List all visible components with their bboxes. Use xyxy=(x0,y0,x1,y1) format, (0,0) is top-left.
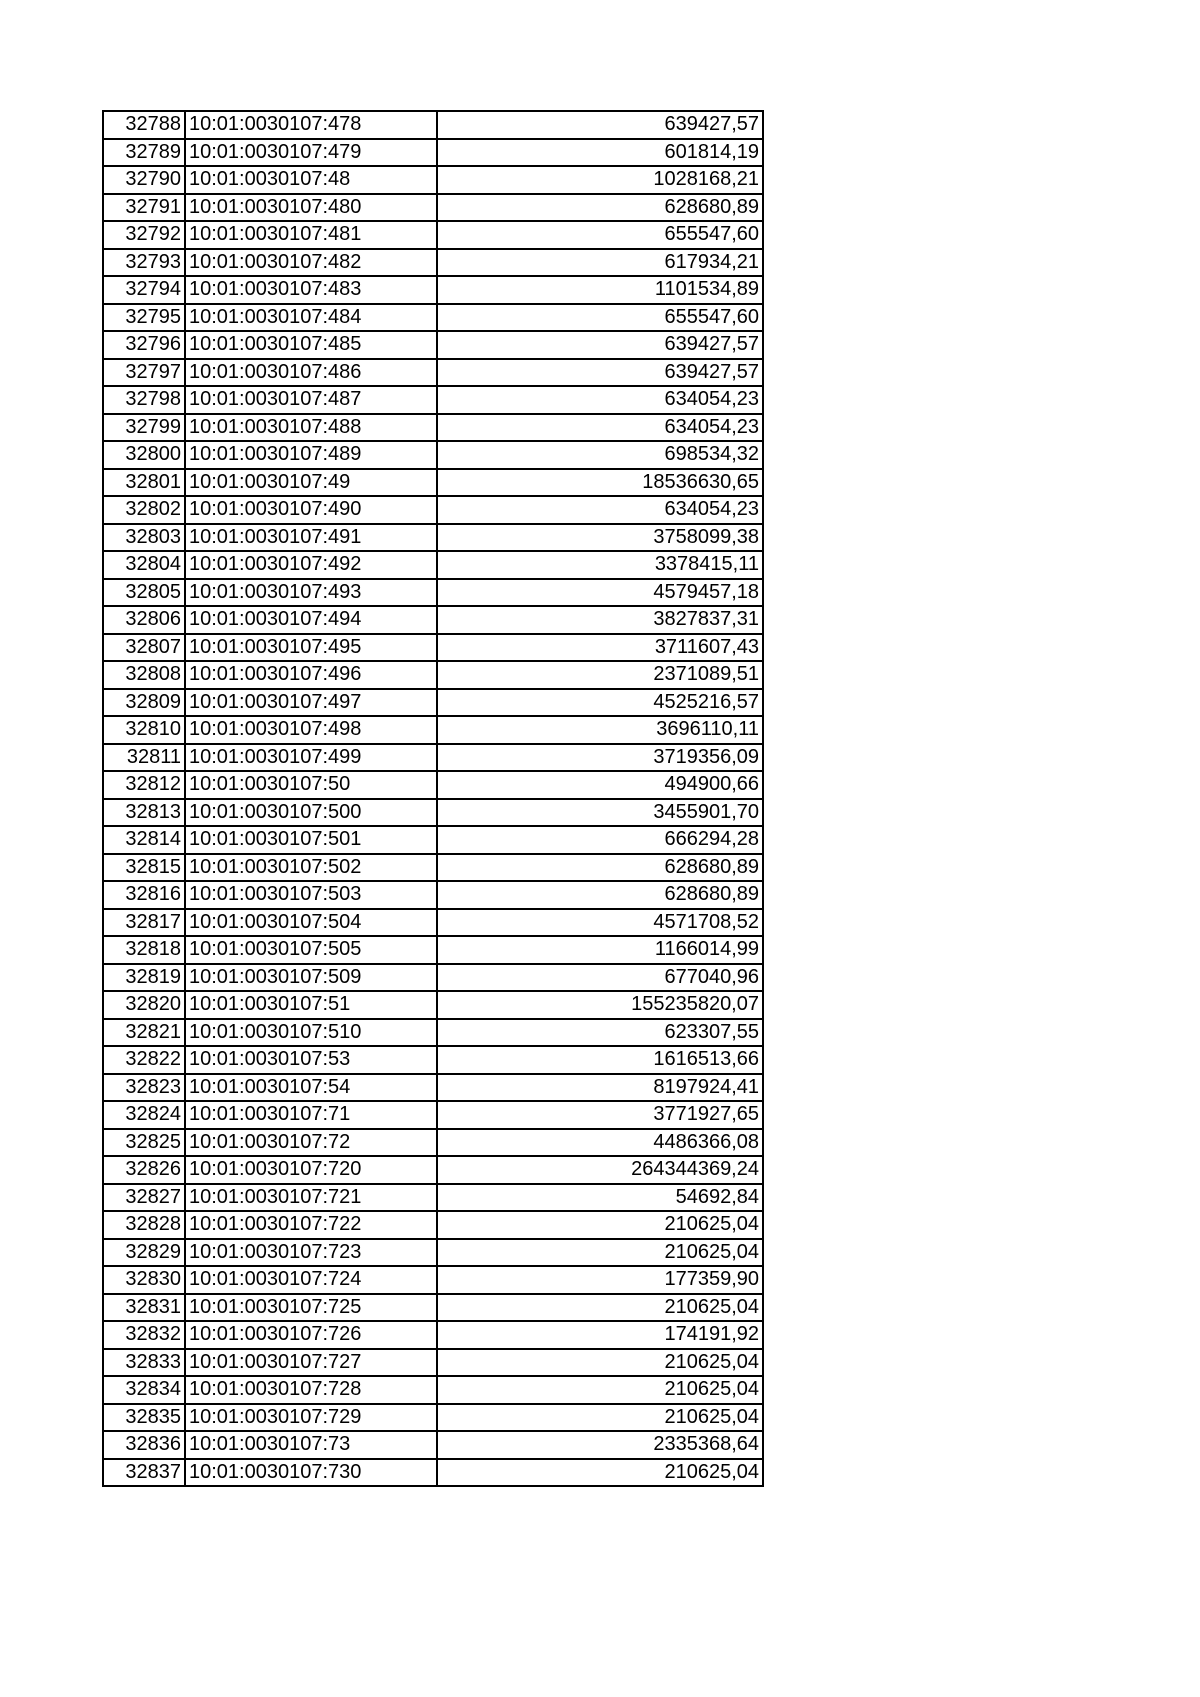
row-number-cell: 32809 xyxy=(103,689,185,717)
table-row xyxy=(103,1129,763,1157)
value-cell: 666294,28 xyxy=(437,826,763,854)
row-number-cell: 32825 xyxy=(103,1129,185,1157)
table-row xyxy=(103,331,763,359)
value-cell: 617934,21 xyxy=(437,249,763,277)
cadastral-number-cell: 10:01:0030107:728 xyxy=(185,1376,437,1404)
row-number-cell: 32801 xyxy=(103,469,185,497)
cadastral-number-cell: 10:01:0030107:482 xyxy=(185,249,437,277)
cadastral-number-cell: 10:01:0030107:729 xyxy=(185,1404,437,1432)
value-cell: 4571708,52 xyxy=(437,909,763,937)
table-row xyxy=(103,1046,763,1074)
table-row xyxy=(103,799,763,827)
row-number-cell: 32820 xyxy=(103,991,185,1019)
value-cell: 210625,04 xyxy=(437,1239,763,1267)
table-row xyxy=(103,1239,763,1267)
cadastral-number-cell: 10:01:0030107:483 xyxy=(185,276,437,304)
value-cell: 18536630,65 xyxy=(437,469,763,497)
value-cell: 623307,55 xyxy=(437,1019,763,1047)
cadastral-number-cell: 10:01:0030107:499 xyxy=(185,744,437,772)
table-row xyxy=(103,524,763,552)
cadastral-number-cell: 10:01:0030107:492 xyxy=(185,551,437,579)
value-cell: 639427,57 xyxy=(437,359,763,387)
row-number-cell: 32832 xyxy=(103,1321,185,1349)
row-number-cell: 32808 xyxy=(103,661,185,689)
cadastral-number-cell: 10:01:0030107:504 xyxy=(185,909,437,937)
value-cell: 3455901,70 xyxy=(437,799,763,827)
table-row xyxy=(103,744,763,772)
row-number-cell: 32813 xyxy=(103,799,185,827)
cadastral-number-cell: 10:01:0030107:722 xyxy=(185,1211,437,1239)
cadastral-number-cell: 10:01:0030107:727 xyxy=(185,1349,437,1377)
table-row xyxy=(103,1101,763,1129)
table-row xyxy=(103,469,763,497)
value-cell: 1101534,89 xyxy=(437,276,763,304)
value-cell: 677040,96 xyxy=(437,964,763,992)
row-number-cell: 32791 xyxy=(103,194,185,222)
cadastral-number-cell: 10:01:0030107:484 xyxy=(185,304,437,332)
cadastral-number-cell: 10:01:0030107:491 xyxy=(185,524,437,552)
cadastral-number-cell: 10:01:0030107:487 xyxy=(185,386,437,414)
value-cell: 2335368,64 xyxy=(437,1431,763,1459)
row-number-cell: 32816 xyxy=(103,881,185,909)
table-row xyxy=(103,1156,763,1184)
table-row xyxy=(103,276,763,304)
row-number-cell: 32796 xyxy=(103,331,185,359)
table-row xyxy=(103,1211,763,1239)
cadastral-number-cell: 10:01:0030107:51 xyxy=(185,991,437,1019)
cadastral-number-cell: 10:01:0030107:725 xyxy=(185,1294,437,1322)
cadastral-number-cell: 10:01:0030107:498 xyxy=(185,716,437,744)
table-row xyxy=(103,1459,763,1487)
cadastral-number-cell: 10:01:0030107:481 xyxy=(185,221,437,249)
value-cell: 655547,60 xyxy=(437,221,763,249)
table-row xyxy=(103,936,763,964)
row-number-cell: 32789 xyxy=(103,139,185,167)
table-row xyxy=(103,304,763,332)
table-body xyxy=(103,111,763,1486)
value-cell: 210625,04 xyxy=(437,1349,763,1377)
row-number-cell: 32797 xyxy=(103,359,185,387)
cadastral-number-cell: 10:01:0030107:496 xyxy=(185,661,437,689)
row-number-cell: 32821 xyxy=(103,1019,185,1047)
cadastral-number-cell: 10:01:0030107:72 xyxy=(185,1129,437,1157)
cadastral-number-cell: 10:01:0030107:721 xyxy=(185,1184,437,1212)
value-cell: 210625,04 xyxy=(437,1459,763,1487)
row-number-cell: 32817 xyxy=(103,909,185,937)
table-row xyxy=(103,1019,763,1047)
row-number-cell: 32802 xyxy=(103,496,185,524)
row-number-cell: 32788 xyxy=(103,111,185,139)
row-number-cell: 32793 xyxy=(103,249,185,277)
cadastral-number-cell: 10:01:0030107:490 xyxy=(185,496,437,524)
table-row xyxy=(103,551,763,579)
cadastral-number-cell: 10:01:0030107:726 xyxy=(185,1321,437,1349)
cadastral-number-cell: 10:01:0030107:495 xyxy=(185,634,437,662)
value-cell: 2371089,51 xyxy=(437,661,763,689)
table-row xyxy=(103,991,763,1019)
table-row xyxy=(103,1074,763,1102)
table-row xyxy=(103,221,763,249)
table-row xyxy=(103,1184,763,1212)
value-cell: 3711607,43 xyxy=(437,634,763,662)
row-number-cell: 32819 xyxy=(103,964,185,992)
value-cell: 210625,04 xyxy=(437,1376,763,1404)
cadastral-number-cell: 10:01:0030107:486 xyxy=(185,359,437,387)
value-cell: 174191,92 xyxy=(437,1321,763,1349)
row-number-cell: 32834 xyxy=(103,1376,185,1404)
row-number-cell: 32835 xyxy=(103,1404,185,1432)
cadastral-number-cell: 10:01:0030107:478 xyxy=(185,111,437,139)
cadastral-number-cell: 10:01:0030107:479 xyxy=(185,139,437,167)
cadastral-number-cell: 10:01:0030107:510 xyxy=(185,1019,437,1047)
value-cell: 639427,57 xyxy=(437,331,763,359)
row-number-cell: 32800 xyxy=(103,441,185,469)
value-cell: 4525216,57 xyxy=(437,689,763,717)
table-row xyxy=(103,386,763,414)
row-number-cell: 32824 xyxy=(103,1101,185,1129)
row-number-cell: 32810 xyxy=(103,716,185,744)
value-cell: 210625,04 xyxy=(437,1294,763,1322)
table-row xyxy=(103,964,763,992)
cadastral-number-cell: 10:01:0030107:501 xyxy=(185,826,437,854)
row-number-cell: 32818 xyxy=(103,936,185,964)
cadastral-number-cell: 10:01:0030107:505 xyxy=(185,936,437,964)
value-cell: 8197924,41 xyxy=(437,1074,763,1102)
value-cell: 698534,32 xyxy=(437,441,763,469)
value-cell: 3771927,65 xyxy=(437,1101,763,1129)
table-row xyxy=(103,854,763,882)
cadastral-number-cell: 10:01:0030107:502 xyxy=(185,854,437,882)
table-row xyxy=(103,909,763,937)
cadastral-number-cell: 10:01:0030107:485 xyxy=(185,331,437,359)
table-row xyxy=(103,606,763,634)
table-row xyxy=(103,1266,763,1294)
table-row xyxy=(103,716,763,744)
row-number-cell: 32828 xyxy=(103,1211,185,1239)
value-cell: 155235820,07 xyxy=(437,991,763,1019)
cadastral-number-cell: 10:01:0030107:73 xyxy=(185,1431,437,1459)
cadastral-number-cell: 10:01:0030107:500 xyxy=(185,799,437,827)
row-number-cell: 32814 xyxy=(103,826,185,854)
cadastral-number-cell: 10:01:0030107:489 xyxy=(185,441,437,469)
value-cell: 4486366,08 xyxy=(437,1129,763,1157)
value-cell: 3827837,31 xyxy=(437,606,763,634)
row-number-cell: 32807 xyxy=(103,634,185,662)
cadastral-number-cell: 10:01:0030107:723 xyxy=(185,1239,437,1267)
row-number-cell: 32826 xyxy=(103,1156,185,1184)
row-number-cell: 32836 xyxy=(103,1431,185,1459)
value-cell: 1166014,99 xyxy=(437,936,763,964)
row-number-cell: 32811 xyxy=(103,744,185,772)
data-table xyxy=(102,110,764,1487)
row-number-cell: 32812 xyxy=(103,771,185,799)
value-cell: 54692,84 xyxy=(437,1184,763,1212)
value-cell: 628680,89 xyxy=(437,854,763,882)
row-number-cell: 32790 xyxy=(103,166,185,194)
value-cell: 494900,66 xyxy=(437,771,763,799)
row-number-cell: 32823 xyxy=(103,1074,185,1102)
row-number-cell: 32792 xyxy=(103,221,185,249)
table-row xyxy=(103,1431,763,1459)
table-row xyxy=(103,414,763,442)
value-cell: 4579457,18 xyxy=(437,579,763,607)
value-cell: 210625,04 xyxy=(437,1404,763,1432)
cadastral-number-cell: 10:01:0030107:503 xyxy=(185,881,437,909)
row-number-cell: 32827 xyxy=(103,1184,185,1212)
row-number-cell: 32805 xyxy=(103,579,185,607)
table-row xyxy=(103,496,763,524)
table-row xyxy=(103,771,763,799)
cadastral-number-cell: 10:01:0030107:497 xyxy=(185,689,437,717)
table-row xyxy=(103,194,763,222)
cadastral-number-cell: 10:01:0030107:730 xyxy=(185,1459,437,1487)
value-cell: 3719356,09 xyxy=(437,744,763,772)
value-cell: 1028168,21 xyxy=(437,166,763,194)
row-number-cell: 32830 xyxy=(103,1266,185,1294)
table-row xyxy=(103,139,763,167)
cadastral-number-cell: 10:01:0030107:509 xyxy=(185,964,437,992)
table-row xyxy=(103,166,763,194)
table-row xyxy=(103,1349,763,1377)
value-cell: 210625,04 xyxy=(437,1211,763,1239)
value-cell: 628680,89 xyxy=(437,881,763,909)
value-cell: 634054,23 xyxy=(437,386,763,414)
row-number-cell: 32837 xyxy=(103,1459,185,1487)
cadastral-number-cell: 10:01:0030107:480 xyxy=(185,194,437,222)
row-number-cell: 32833 xyxy=(103,1349,185,1377)
row-number-cell: 32794 xyxy=(103,276,185,304)
value-cell: 634054,23 xyxy=(437,496,763,524)
cadastral-number-cell: 10:01:0030107:48 xyxy=(185,166,437,194)
cadastral-number-cell: 10:01:0030107:720 xyxy=(185,1156,437,1184)
value-cell: 264344369,24 xyxy=(437,1156,763,1184)
table-row xyxy=(103,689,763,717)
table-row xyxy=(103,111,763,139)
cadastral-number-cell: 10:01:0030107:50 xyxy=(185,771,437,799)
cadastral-number-cell: 10:01:0030107:493 xyxy=(185,579,437,607)
table-row xyxy=(103,634,763,662)
value-cell: 1616513,66 xyxy=(437,1046,763,1074)
value-cell: 655547,60 xyxy=(437,304,763,332)
value-cell: 601814,19 xyxy=(437,139,763,167)
value-cell: 628680,89 xyxy=(437,194,763,222)
table-row xyxy=(103,249,763,277)
row-number-cell: 32829 xyxy=(103,1239,185,1267)
row-number-cell: 32804 xyxy=(103,551,185,579)
row-number-cell: 32803 xyxy=(103,524,185,552)
cadastral-number-cell: 10:01:0030107:49 xyxy=(185,469,437,497)
table-row xyxy=(103,1294,763,1322)
value-cell: 3378415,11 xyxy=(437,551,763,579)
cadastral-number-cell: 10:01:0030107:54 xyxy=(185,1074,437,1102)
value-cell: 634054,23 xyxy=(437,414,763,442)
cadastral-number-cell: 10:01:0030107:494 xyxy=(185,606,437,634)
table-row xyxy=(103,359,763,387)
table-row xyxy=(103,1376,763,1404)
table-row xyxy=(103,1321,763,1349)
table-row xyxy=(103,661,763,689)
row-number-cell: 32795 xyxy=(103,304,185,332)
row-number-cell: 32815 xyxy=(103,854,185,882)
cadastral-number-cell: 10:01:0030107:488 xyxy=(185,414,437,442)
value-cell: 3696110,11 xyxy=(437,716,763,744)
table-row xyxy=(103,1404,763,1432)
table-row xyxy=(103,441,763,469)
row-number-cell: 32831 xyxy=(103,1294,185,1322)
row-number-cell: 32799 xyxy=(103,414,185,442)
row-number-cell: 32806 xyxy=(103,606,185,634)
table-row xyxy=(103,579,763,607)
cadastral-number-cell: 10:01:0030107:53 xyxy=(185,1046,437,1074)
cadastral-number-cell: 10:01:0030107:71 xyxy=(185,1101,437,1129)
value-cell: 177359,90 xyxy=(437,1266,763,1294)
row-number-cell: 32822 xyxy=(103,1046,185,1074)
row-number-cell: 32798 xyxy=(103,386,185,414)
cadastral-number-cell: 10:01:0030107:724 xyxy=(185,1266,437,1294)
value-cell: 3758099,38 xyxy=(437,524,763,552)
table-row xyxy=(103,881,763,909)
value-cell: 639427,57 xyxy=(437,111,763,139)
table-row xyxy=(103,826,763,854)
